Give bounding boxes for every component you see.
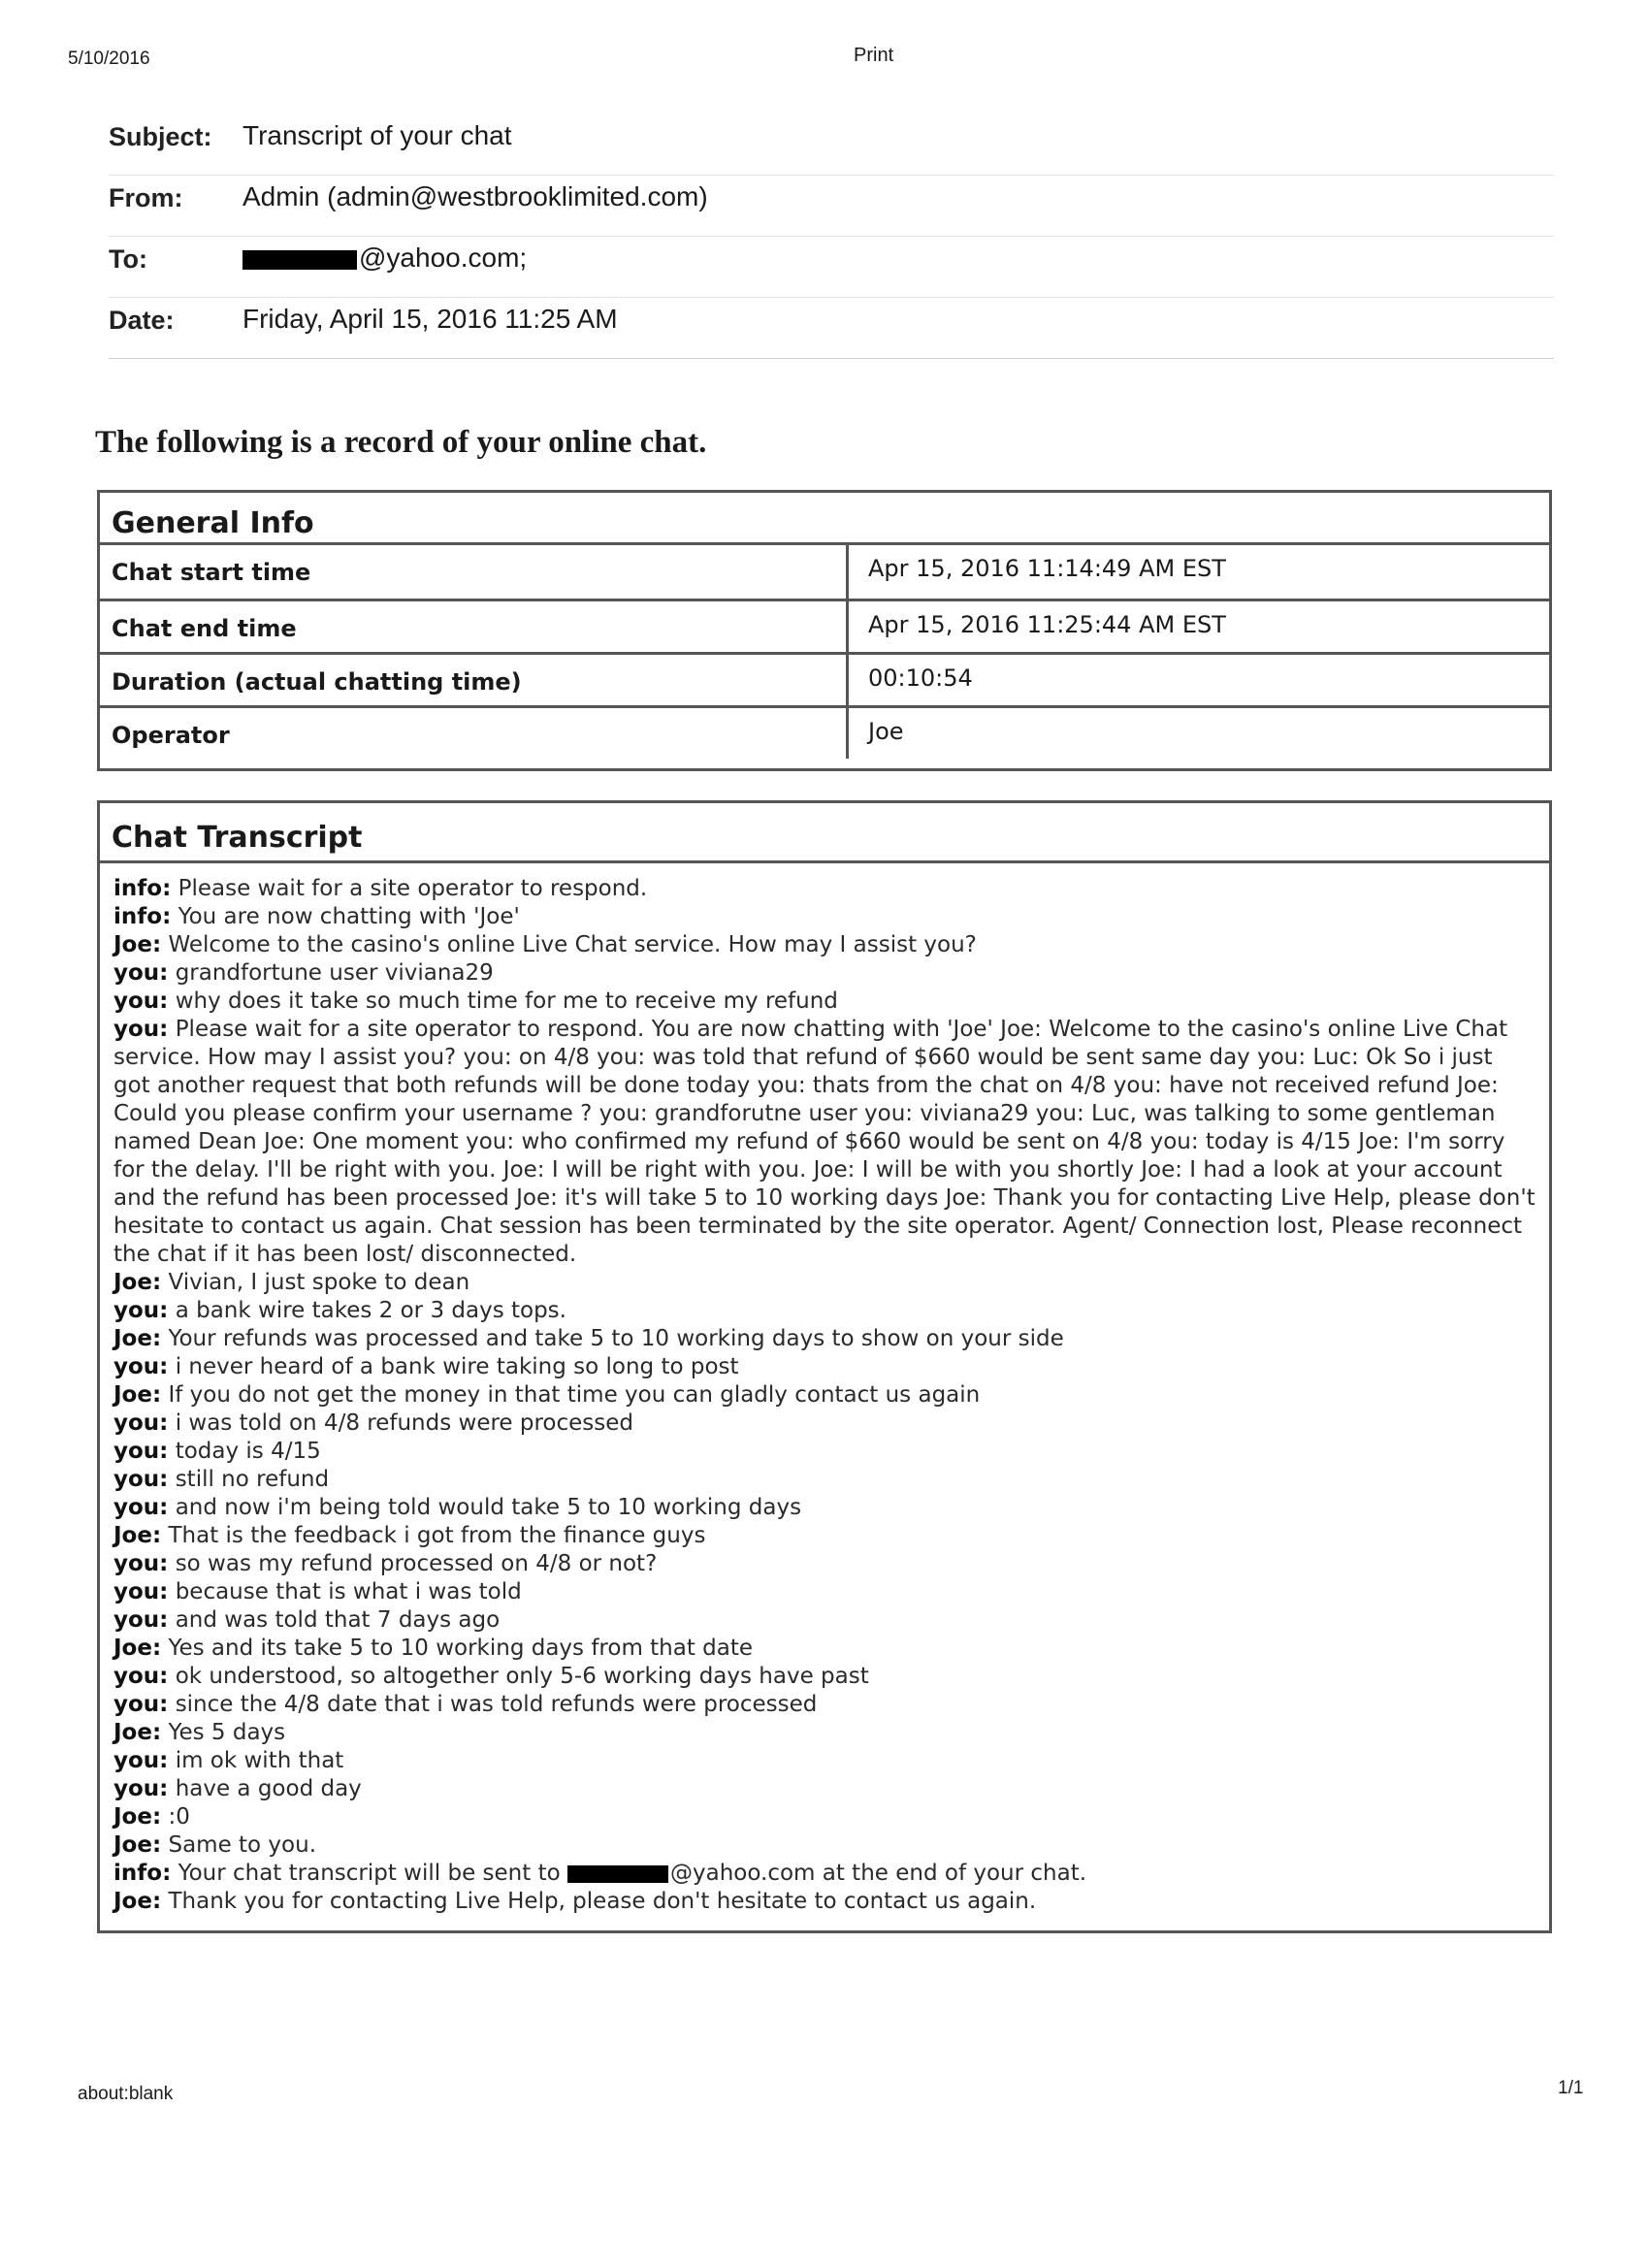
transcript-line <box>113 875 1536 903</box>
transcript-line <box>113 1353 1536 1381</box>
message-text: grandfortune user viviana29 <box>175 960 494 986</box>
speaker-label: info: <box>113 1861 172 1886</box>
transcript-line <box>113 1016 1536 1269</box>
message-text: im ok with that <box>175 1748 344 1773</box>
message-text: have a good day <box>175 1776 362 1801</box>
transcript-line <box>113 903 1536 931</box>
speaker-label: Joe: <box>113 1832 162 1858</box>
transcript-line <box>113 1494 1536 1522</box>
transcript-line <box>113 1803 1536 1831</box>
transcript-line <box>113 1438 1536 1466</box>
speaker-label: you: <box>113 1551 169 1576</box>
speaker-label: you: <box>113 1410 169 1436</box>
footer-url: about:blank <box>78 2084 174 2104</box>
transcript-line <box>113 1775 1536 1803</box>
transcript-line <box>113 1522 1536 1550</box>
transcript-line <box>113 1691 1536 1719</box>
speaker-label: you: <box>113 1692 169 1717</box>
speaker-label: info: <box>113 876 172 901</box>
info-value: Apr 15, 2016 11:25:44 AM EST <box>868 611 1226 638</box>
transcript-line <box>113 1297 1536 1325</box>
speaker-label: Joe: <box>113 1636 162 1661</box>
speaker-label: Joe: <box>113 1326 162 1351</box>
date-label: Date: <box>109 306 175 335</box>
message-text: Thank you for contacting Live Help, please don't hesitate to contact us again. <box>168 1889 1037 1914</box>
transcript-line <box>113 1719 1536 1747</box>
general-info-title: General Info <box>100 493 1549 545</box>
general-info-rows <box>100 545 1549 759</box>
speaker-label: info: <box>113 904 172 929</box>
general-info-table <box>97 490 1552 771</box>
message-text: Your refunds was processed and take 5 to 10 working days to show on your side <box>168 1326 1064 1351</box>
speaker-label: you: <box>113 1354 169 1379</box>
speaker-label: Joe: <box>113 932 162 957</box>
message-text: so was my refund processed on 4/8 or not? <box>175 1551 658 1576</box>
speaker-label: you: <box>113 1298 169 1323</box>
to-label: To: <box>109 244 147 274</box>
speaker-label: you: <box>113 1017 169 1042</box>
speaker-label: you: <box>113 960 169 986</box>
message-text: If you do not get the money in that time you can gladly contact us again <box>168 1382 981 1408</box>
redaction-bar <box>242 250 357 270</box>
transcript-line <box>113 1747 1536 1775</box>
message-text: Yes and its take 5 to 10 working days from that date <box>168 1636 754 1661</box>
transcript-line <box>113 1578 1536 1606</box>
chat-transcript-title: Chat Transcript <box>100 803 1549 863</box>
chat-transcript-box <box>97 800 1552 1933</box>
message-text: today is 4/15 <box>175 1439 321 1464</box>
speaker-label: Joe: <box>113 1382 162 1408</box>
message-text: and now i'm being told would take 5 to 10 working days <box>175 1495 802 1520</box>
info-row <box>100 599 1549 652</box>
from-row <box>109 176 1554 237</box>
transcript-line <box>113 1663 1536 1691</box>
speaker-label: Joe: <box>113 1523 162 1548</box>
date-row <box>109 298 1554 359</box>
print-title: Print <box>854 45 894 66</box>
message-text: i never heard of a bank wire taking so long to post <box>175 1354 739 1379</box>
message-text: and was told that 7 days ago <box>175 1607 501 1633</box>
email-header <box>109 114 1554 359</box>
transcript-line <box>113 1860 1536 1888</box>
speaker-label: you: <box>113 1607 169 1633</box>
message-text: Welcome to the casino's online Live Chat service. How may I assist you? <box>168 932 977 957</box>
message-text: i was told on 4/8 refunds were processed <box>175 1410 634 1436</box>
info-value: Apr 15, 2016 11:14:49 AM EST <box>868 555 1226 582</box>
footer-page-number: 1/1 <box>1558 2078 1584 2098</box>
redaction-bar <box>567 1865 668 1883</box>
to-row <box>109 237 1554 298</box>
speaker-label: you: <box>113 1467 169 1492</box>
transcript-line <box>113 988 1536 1016</box>
info-value: Joe <box>868 718 904 745</box>
info-row <box>100 705 1549 759</box>
speaker-label: you: <box>113 1495 169 1520</box>
from-label: From: <box>109 183 183 212</box>
message-text: ok understood, so altogether only 5-6 working days have past <box>175 1664 869 1689</box>
transcript-line <box>113 1550 1536 1578</box>
transcript-line <box>113 1409 1536 1438</box>
info-row <box>100 545 1549 599</box>
transcript-line <box>113 1831 1536 1860</box>
message-text: Your chat transcript will be sent to <box>178 1861 561 1886</box>
from-value: Admin (admin@westbrooklimited.com) <box>242 181 708 211</box>
info-key: Chat start time <box>100 545 849 599</box>
message-text: because that is what i was told <box>175 1579 522 1604</box>
message-text: why does it take so much time for me to receive my refund <box>175 988 838 1014</box>
message-text: a bank wire takes 2 or 3 days tops. <box>175 1298 566 1323</box>
transcript-line <box>113 1381 1536 1409</box>
transcript-line <box>113 1635 1536 1663</box>
speaker-label: you: <box>113 1748 169 1773</box>
subject-label: Subject: <box>109 122 212 151</box>
intro-heading: The following is a record of your online chat. <box>95 425 707 460</box>
message-text: You are now chatting with 'Joe' <box>178 904 520 929</box>
speaker-label: Joe: <box>113 1889 162 1914</box>
date-value: Friday, April 15, 2016 11:25 AM <box>242 304 618 334</box>
message-text: since the 4/8 date that i was told refunds were processed <box>175 1692 818 1717</box>
info-row <box>100 652 1549 705</box>
speaker-label: you: <box>113 988 169 1014</box>
speaker-label: you: <box>113 1664 169 1689</box>
message-text: Same to you. <box>168 1832 317 1858</box>
speaker-label: you: <box>113 1579 169 1604</box>
transcript-line <box>113 1888 1536 1916</box>
print-date: 5/10/2016 <box>68 49 150 69</box>
speaker-label: Joe: <box>113 1804 162 1830</box>
message-text: Vivian, I just spoke to dean <box>168 1270 470 1295</box>
speaker-label: Joe: <box>113 1720 162 1745</box>
speaker-label: you: <box>113 1439 169 1464</box>
message-text: Please wait for a site operator to respond. <box>178 876 648 901</box>
message-text: @yahoo.com at the end of your chat. <box>669 1861 1087 1886</box>
message-text: still no refund <box>175 1467 330 1492</box>
transcript-line <box>113 959 1536 988</box>
transcript-line <box>113 1325 1536 1353</box>
transcript-lines <box>100 863 1549 1916</box>
message-text: That is the feedback i got from the finance guys <box>168 1523 706 1548</box>
transcript-line <box>113 1606 1536 1635</box>
speaker-label: you: <box>113 1776 169 1801</box>
subject-row <box>109 114 1554 176</box>
message-text: :0 <box>168 1804 190 1830</box>
transcript-line <box>113 1269 1536 1297</box>
message-text: Please wait for a site operator to respond. You are now chatting with 'Joe' Joe: Welcome to the casino's online Live Chat service. How may I assist you? you: on 4/8 you: was told that refund of $660 would be sent same day you: Luc: Ok So i just got another request that both refunds will be done today you: thats from the chat on 4/8 you: have not received refund Joe: Could you please confirm your username ? you: grandforutne user you: viviana29 you: Luc, was talking to some gentleman named Dean Joe: One moment you: who confirmed my refund of $660 would be sent on 4/8 you: today is 4/15 Joe: I'm sorry for the delay. I'll be right with you. Joe: I will be right with you. Joe: I will be with you shortly Joe: I had a look at your account and the refund has been processed Joe: it's will take 5 to 10 working days Joe: Thank you for contacting Live Help, please don't hesitate to contact us again. Chat session has been terminated by the site operator. Agent/ Connection lost, Please reconnect the chat if it has been lost/ disconnected. <box>113 1017 1536 1267</box>
info-key: Operator <box>100 708 849 759</box>
to-value <box>242 243 527 274</box>
subject-value: Transcript of your chat <box>242 120 512 150</box>
message-text: Yes 5 days <box>168 1720 286 1745</box>
info-key: Chat end time <box>100 601 849 652</box>
to-address: @yahoo.com; <box>359 243 528 273</box>
info-key: Duration (actual chatting time) <box>100 655 849 705</box>
speaker-label: Joe: <box>113 1270 162 1295</box>
info-value: 00:10:54 <box>868 664 973 692</box>
transcript-line <box>113 931 1536 959</box>
transcript-line <box>113 1466 1536 1494</box>
